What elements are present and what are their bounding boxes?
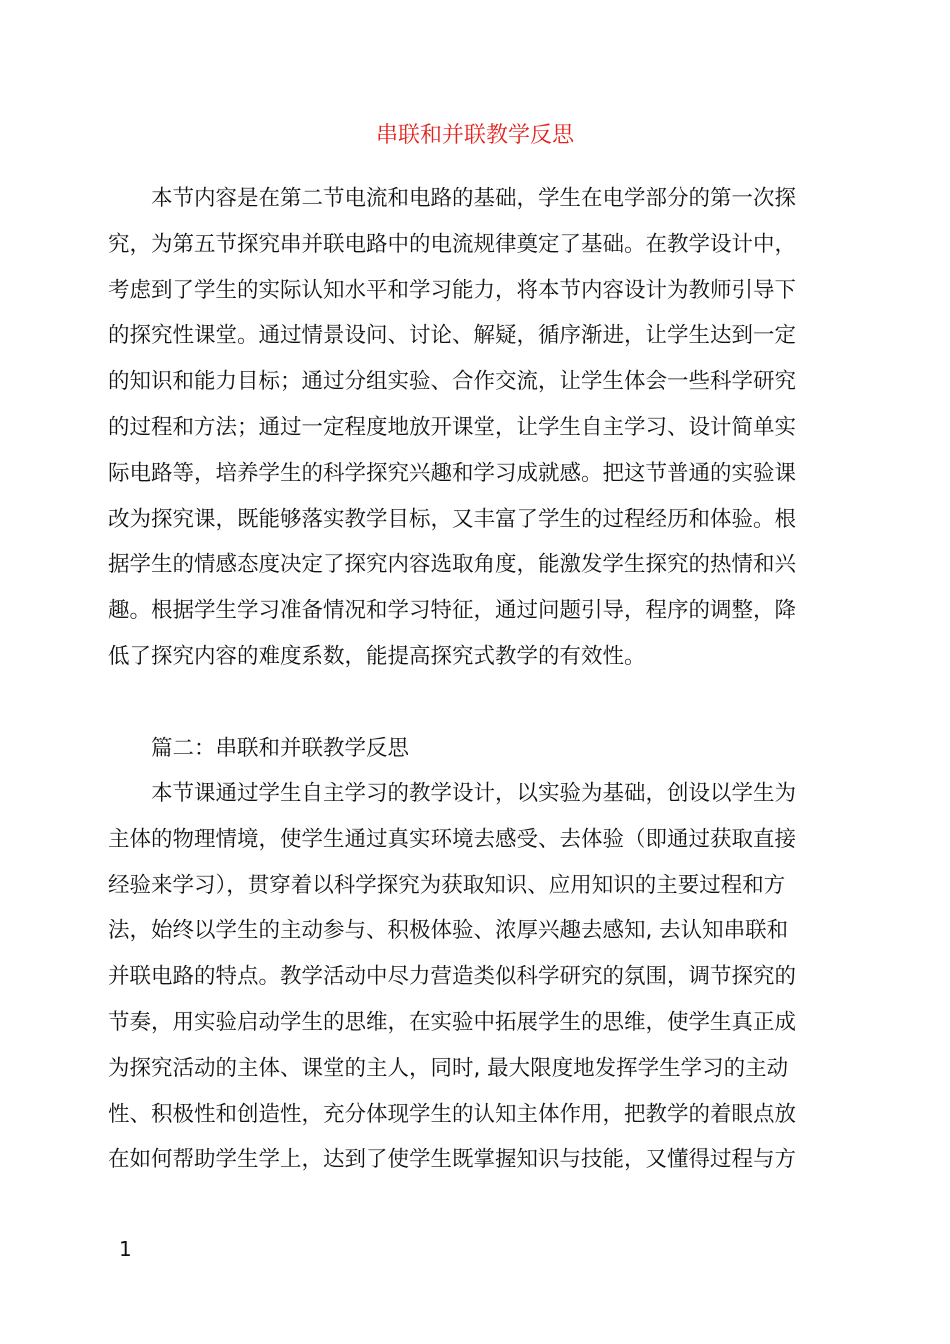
paragraph-2 [108, 771, 840, 1183]
text-line: 低了探究内容的难度系数，能提高探究式教学的有效性。 [108, 643, 646, 669]
text-line: 本节课通过学生自主学习的教学设计，以实验为基础，创设以学生为 [108, 781, 797, 806]
page-number: 1 [119, 1237, 132, 1261]
text-line: 在如何帮助学生学上，达到了使学生既掌握知识与技能，又懂得过程与方 [108, 1147, 797, 1173]
text-line: 的过程和方法；通过一定程度地放开课堂，让学生自主学习、设计简单实 [108, 414, 797, 440]
text-line: 本节内容是在第二节电流和电路的基础，学生在电学部分的第一次探 [108, 186, 797, 211]
text-line: 的知识和能力目标；通过分组实验、合作交流，让学生体会一些科学研究 [108, 369, 797, 395]
text-line: 考虑到了学生的实际认知水平和学习能力，将本节内容设计为教师引导下 [108, 277, 797, 303]
paragraph-1 [108, 176, 840, 680]
text-line: 际电路等，培养学生的科学探究兴趣和学习成就感。把这节普通的实验课 [108, 460, 797, 486]
text-line: 改为探究课，既能够落实教学目标，又丰富了学生的过程经历和体验。根 [108, 506, 797, 532]
document-title: 串联和并联教学反思 [375, 123, 574, 148]
text-line: 究，为第五节探究串并联电路中的电流规律奠定了基础。在教学设计中， [108, 231, 797, 257]
text-line: 趣。根据学生学习准备情况和学习特征，通过问题引导，程序的调整，降 [108, 598, 797, 624]
text-line: 性、积极性和创造性，充分体现学生的认知主体作用，把教学的着眼点放 [108, 1101, 797, 1127]
text-line: 并联电路的特点。教学活动中尽力营造类似科学研究的氛围，调节探究的 [108, 964, 797, 990]
text-line: 经验来学习），贯穿着以科学探究为获取知识、应用知识的主要过程和方 [108, 872, 786, 898]
section-heading: 篇二：串联和并联教学反思 [108, 736, 410, 761]
text-line: 据学生的情感态度决定了探究内容选取角度，能激发学生探究的热情和兴 [108, 552, 797, 578]
text-line: 的探究性课堂。通过情景设问、讨论、解疑，循序渐进，让学生达到一定 [108, 323, 797, 349]
text-line: 法，始终以学生的主动参与、积极体验、浓厚兴趣去感知, 去认知串联和 [108, 918, 789, 944]
text-line: 主体的物理情境，使学生通过真实环境去感受、去体验（即通过获取直接 [108, 826, 797, 852]
text-line: 为探究活动的主体、课堂的主人，同时, 最大限度地发挥学生学习的主动 [108, 1055, 789, 1081]
text-line: 节奏，用实验启动学生的思维，在实验中拓展学生的思维，使学生真正成 [108, 1009, 797, 1035]
